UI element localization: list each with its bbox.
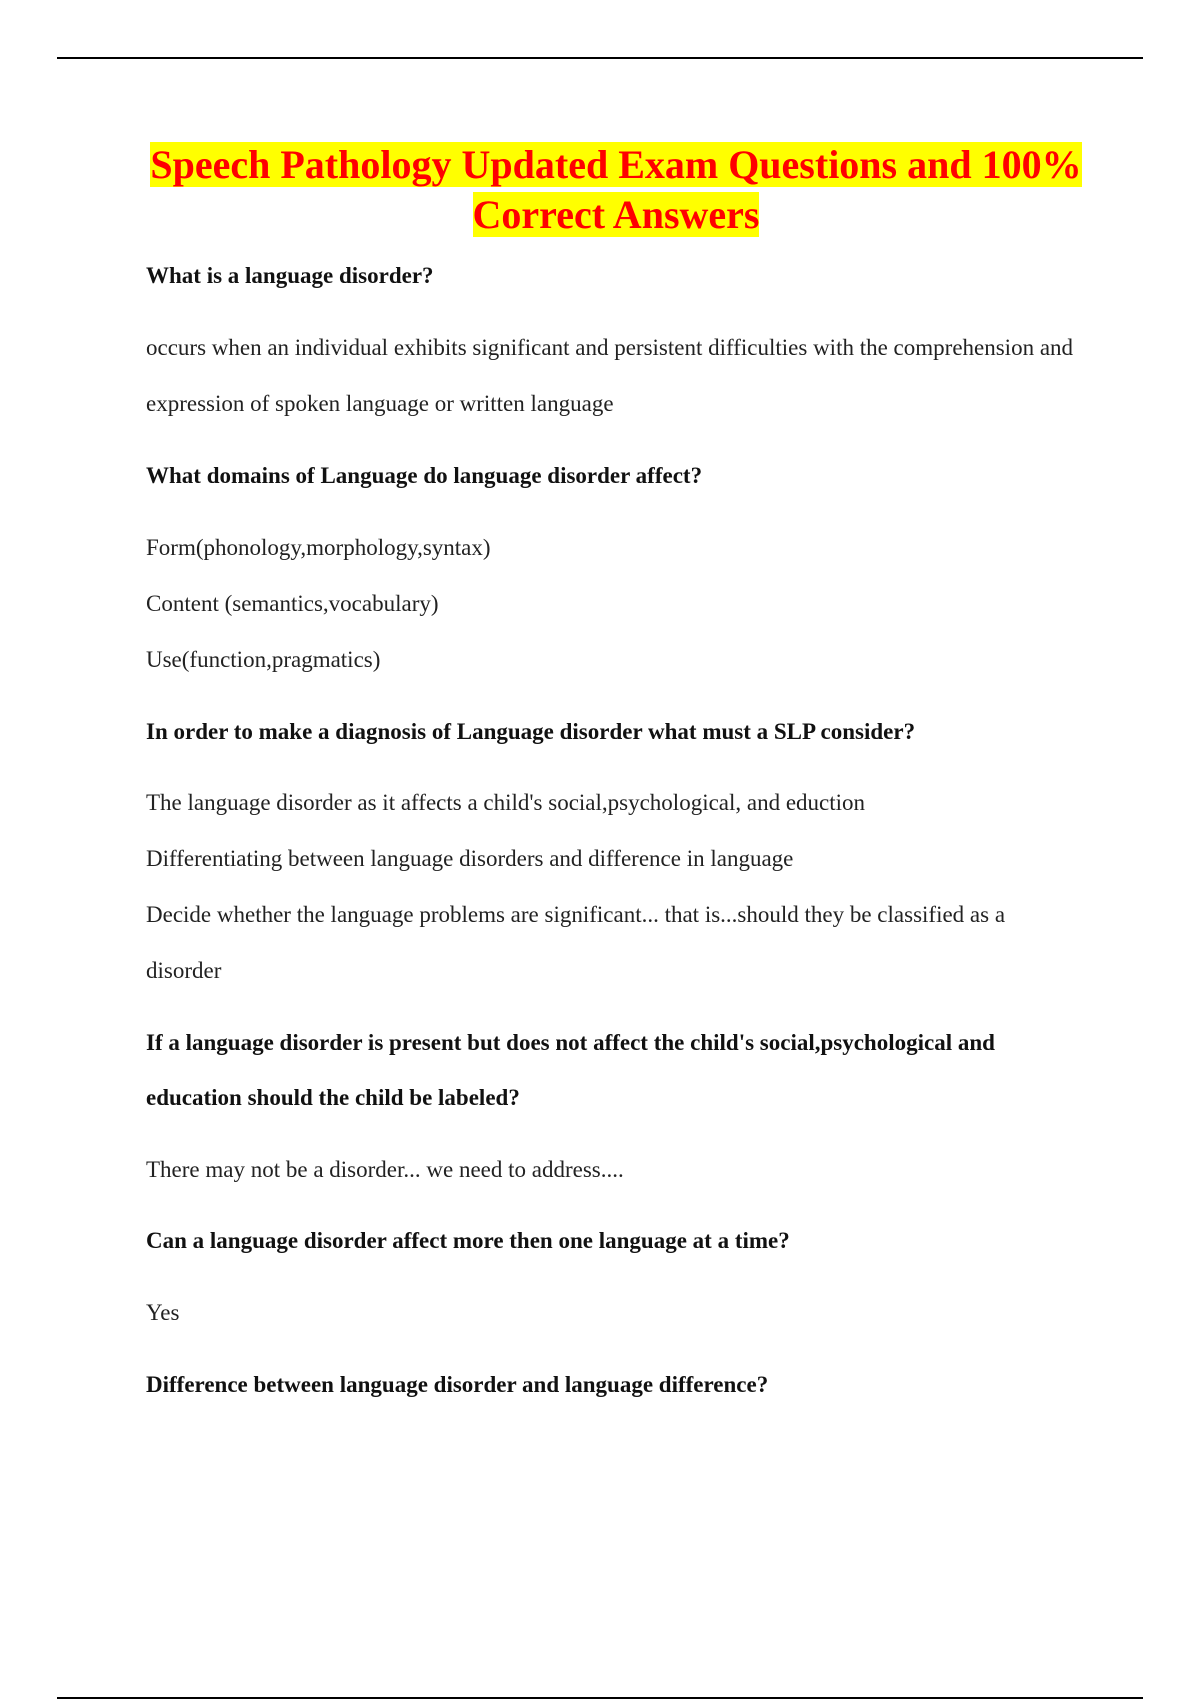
top-rule	[57, 57, 1143, 59]
answer-2-line-3: Use(function,pragmatics)	[146, 647, 381, 672]
answer-3	[146, 775, 1086, 999]
answer-2-line-1: Form(phonology,morphology,syntax)	[146, 535, 491, 560]
question-3: In order to make a diagnosis of Language disorder what must a SLP consider?	[146, 719, 916, 744]
question-6: Difference between language disorder and language difference?	[146, 1372, 769, 1397]
question-2: What domains of Language do language disorder affect?	[146, 463, 703, 488]
bottom-rule	[57, 1697, 1143, 1699]
answer-3-line-1: The language disorder as it affects a child's social,psychological, and eduction	[146, 790, 866, 815]
question-4: If a language disorder is present but does not affect the child's social,psychological and education should the child be labeled?	[146, 1030, 995, 1110]
document-title	[146, 140, 1086, 240]
question-1: What is a language disorder?	[146, 263, 434, 288]
answer-2-line-2: Content (semantics,vocabulary)	[146, 591, 439, 616]
answer-2	[146, 520, 1086, 688]
question-5: Can a language disorder affect more then one language at a time?	[146, 1228, 790, 1253]
answer-3-line-3: Decide whether the language problems are significant... that is...should they be classified as a disorder	[146, 902, 1006, 983]
answer-4: There may not be a disorder... we need to address....	[146, 1157, 624, 1182]
answer-3-line-2: Differentiating between language disorders and difference in language	[146, 846, 794, 871]
title-line-2: Correct Answers	[472, 192, 760, 237]
answer-5: Yes	[146, 1300, 180, 1325]
answer-1: occurs when an individual exhibits significant and persistent difficulties with the comprehension and expression of spoken language or written language	[146, 335, 1074, 416]
title-line-1: Speech Pathology Updated Exam Questions and 100%	[150, 142, 1082, 187]
